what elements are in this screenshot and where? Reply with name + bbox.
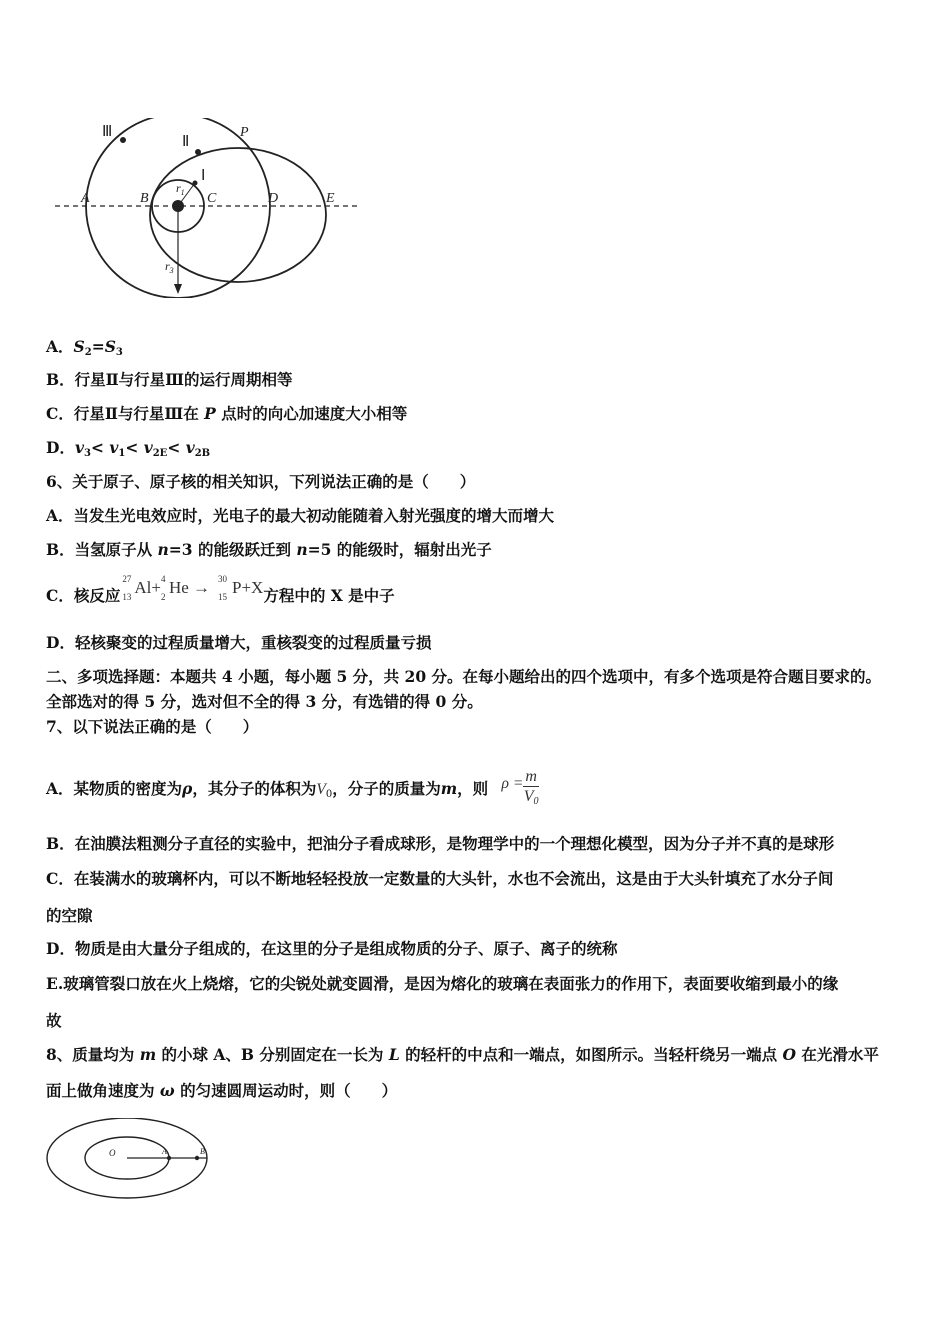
- p-isotope: [218, 574, 264, 602]
- label-II: Ⅱ: [182, 134, 190, 150]
- q7-stem: 7、以下说法正确的是（ ）: [46, 717, 259, 736]
- q7-a-formula-rho: ρ =: [501, 775, 524, 792]
- q7-option-e-2: 故: [46, 1011, 62, 1030]
- q5-c-suffix: 点时的向心加速度大小相等: [215, 404, 408, 423]
- q8-l2-omega: ω: [159, 1081, 175, 1100]
- q7-a-v0-sub: 0: [325, 789, 333, 800]
- q5-a-eq: =: [91, 337, 105, 356]
- p-symbol: P+X: [232, 578, 264, 597]
- q5-a-s3: S: [104, 337, 116, 356]
- label-O: O: [109, 1148, 116, 1158]
- q6-b-n2: n: [296, 540, 308, 559]
- q5-d-lt2: <: [125, 438, 144, 457]
- label-E: E: [326, 191, 335, 206]
- q7-option-b: B．在油膜法粗测分子直径的实验中，把油分子看成球形，是物理学中的一个理想化模型，因为分子并不真的是球形: [46, 834, 835, 853]
- q5-a-s2-sub: 2: [84, 347, 92, 358]
- section2-line2: 全部选对的得 5 分，选对但不全的得 3 分，有选错的得 0 分。: [46, 692, 483, 711]
- q8-l1-L: L: [388, 1045, 400, 1064]
- section2-line1: 二、多项选择题：本题共 4 小题，每小题 5 分，共 20 分。在每小题给出的四个选项中，有多个选项是符合题目要求的。: [46, 667, 882, 686]
- q5-d-lt1: <: [90, 438, 110, 457]
- q8-l2-p2: 的匀速圆周运动时，则（ ）: [174, 1081, 398, 1100]
- q6-c-prefix: C．核反应: [46, 586, 121, 605]
- q7-a-p4: ，则: [457, 779, 489, 798]
- label-P: P: [240, 125, 249, 140]
- q6-b-p1: B．当氢原子从: [46, 540, 158, 559]
- q7-option-e-1: E.玻璃管裂口放在火上烧熔，它的尖锐处就变圆滑，是因为熔化的玻璃在表面张力的作用下，表面要收缩到最小的缘: [46, 974, 839, 993]
- q5-c-p: P: [204, 404, 216, 423]
- fraction-denominator-v: V: [523, 788, 534, 805]
- planet-II: [195, 149, 201, 155]
- q5-d-v2e-sub: 2E: [152, 448, 168, 459]
- q7-a-p1: A．某物质的密度为: [46, 779, 183, 798]
- q5-d-v3-sub: 3: [83, 448, 91, 459]
- q5-option-b: B．行星Ⅱ与行星Ⅲ的运行周期相等: [46, 370, 293, 389]
- q8-l1-m: m: [139, 1045, 157, 1064]
- q5-d-prefix: D．: [46, 438, 75, 457]
- ball-B: [195, 1156, 199, 1160]
- p-mass: 30: [218, 574, 228, 584]
- q5-a-prefix: A．: [46, 337, 74, 356]
- q8-line1: [46, 1045, 879, 1065]
- q6-option-a: A．当发生光电效应时，光电子的最大初动能随着入射光强度的增大而增大: [46, 506, 555, 525]
- orbit-II: [150, 148, 326, 282]
- q8-l1-p1: 8、质量均为: [46, 1045, 140, 1064]
- label-D: D: [268, 191, 279, 206]
- p-z: 15: [218, 592, 228, 602]
- q5-d-v3: v: [74, 438, 84, 457]
- he-mass: 4: [160, 574, 166, 584]
- q8-l1-p3: 的轻杆的中点和一端点，如图所示。当轻杆绕另一端点: [399, 1045, 783, 1064]
- q6-c-suffix: 方程中的 X 是中子: [263, 586, 395, 605]
- he-z: 2: [160, 592, 166, 602]
- q5-c-prefix: C．行星Ⅱ与行星Ⅲ在: [46, 404, 205, 423]
- fraction-denominator-sub: 0: [533, 796, 539, 807]
- q5-d-v2e: v: [143, 438, 153, 457]
- label-ball-A: A: [162, 1147, 167, 1156]
- q5-option-c: [46, 404, 407, 424]
- q7-a-p2: ，其分子的体积为: [192, 779, 317, 798]
- fraction-numerator: m: [525, 768, 537, 785]
- q7-option-c-1: C．在装满水的玻璃杯内，可以不断地轻轻投放一定数量的大头针，水也不会流出，这是由于大头针填充了水分子间: [46, 869, 834, 888]
- q6-option-c: [46, 574, 395, 606]
- orbit-diagram: [50, 118, 370, 298]
- fraction-denominator: [523, 787, 539, 812]
- q5-option-d: [46, 438, 210, 464]
- arrow-r3: [174, 284, 182, 294]
- q7-a-rho: ρ: [182, 779, 193, 798]
- al-symbol: Al+: [134, 578, 161, 597]
- q6-b-p3: =5 的能级时，辐射出光子: [307, 540, 492, 559]
- q5-option-a: [46, 337, 123, 363]
- q8-l1-O: O: [782, 1045, 797, 1064]
- label-r1: $r_1$: [176, 181, 185, 197]
- label-B: B: [140, 191, 149, 206]
- q8-line2: [46, 1081, 397, 1101]
- q6-option-b: [46, 540, 492, 560]
- q7-a-m: m: [440, 779, 458, 798]
- q6-b-p2: =3 的能级跃迁到: [168, 540, 297, 559]
- label-III: Ⅲ: [102, 124, 113, 140]
- he-isotope: [160, 574, 211, 602]
- q5-d-v2b: v: [185, 438, 195, 457]
- he-symbol: He →: [168, 578, 211, 597]
- q8-l1-p2: 的小球 A、B 分别固定在一长为: [156, 1045, 389, 1064]
- q7-option-c-2: 的空隙: [46, 906, 93, 925]
- q6-stem: 6、关于原子、原子核的相关知识，下列说法正确的是（ ）: [46, 472, 476, 491]
- q7-option-a: [46, 762, 539, 817]
- q5-d-v2b-sub: 2B: [194, 448, 211, 459]
- al-mass: 27: [122, 574, 132, 584]
- label-ball-B: B: [200, 1147, 205, 1156]
- q6-option-d: D．轻核聚变的过程质量增大，重核裂变的过程质量亏损: [46, 633, 432, 652]
- q7-a-fraction: [523, 768, 539, 812]
- rod-circles-diagram: [44, 1118, 224, 1208]
- q5-d-v1-sub: 1: [118, 448, 126, 459]
- q8-l1-p4: 在光滑水平: [796, 1045, 879, 1064]
- label-r3: $r_3$: [165, 259, 174, 275]
- nuclear-equation: [122, 574, 161, 602]
- q5-a-s2: S: [73, 337, 85, 356]
- q6-b-n1: n: [157, 540, 169, 559]
- q5-d-lt3: <: [167, 438, 186, 457]
- planet-III: [120, 137, 126, 143]
- q7-a-v0: V: [316, 781, 326, 798]
- ball-A: [167, 1156, 171, 1160]
- label-I: Ⅰ: [201, 168, 206, 184]
- q5-d-v1: v: [109, 438, 119, 457]
- q7-a-p3: ，分子的质量为: [332, 779, 441, 798]
- q5-a-s3-sub: 3: [115, 347, 123, 358]
- al-z: 13: [122, 592, 132, 602]
- q7-option-d: D．物质是由大量分子组成的，在这里的分子是组成物质的分子、原子、离子的统称: [46, 939, 618, 958]
- label-A: A: [81, 191, 90, 206]
- q8-l2-p1: 面上做角速度为: [46, 1081, 160, 1100]
- label-C: C: [207, 191, 217, 206]
